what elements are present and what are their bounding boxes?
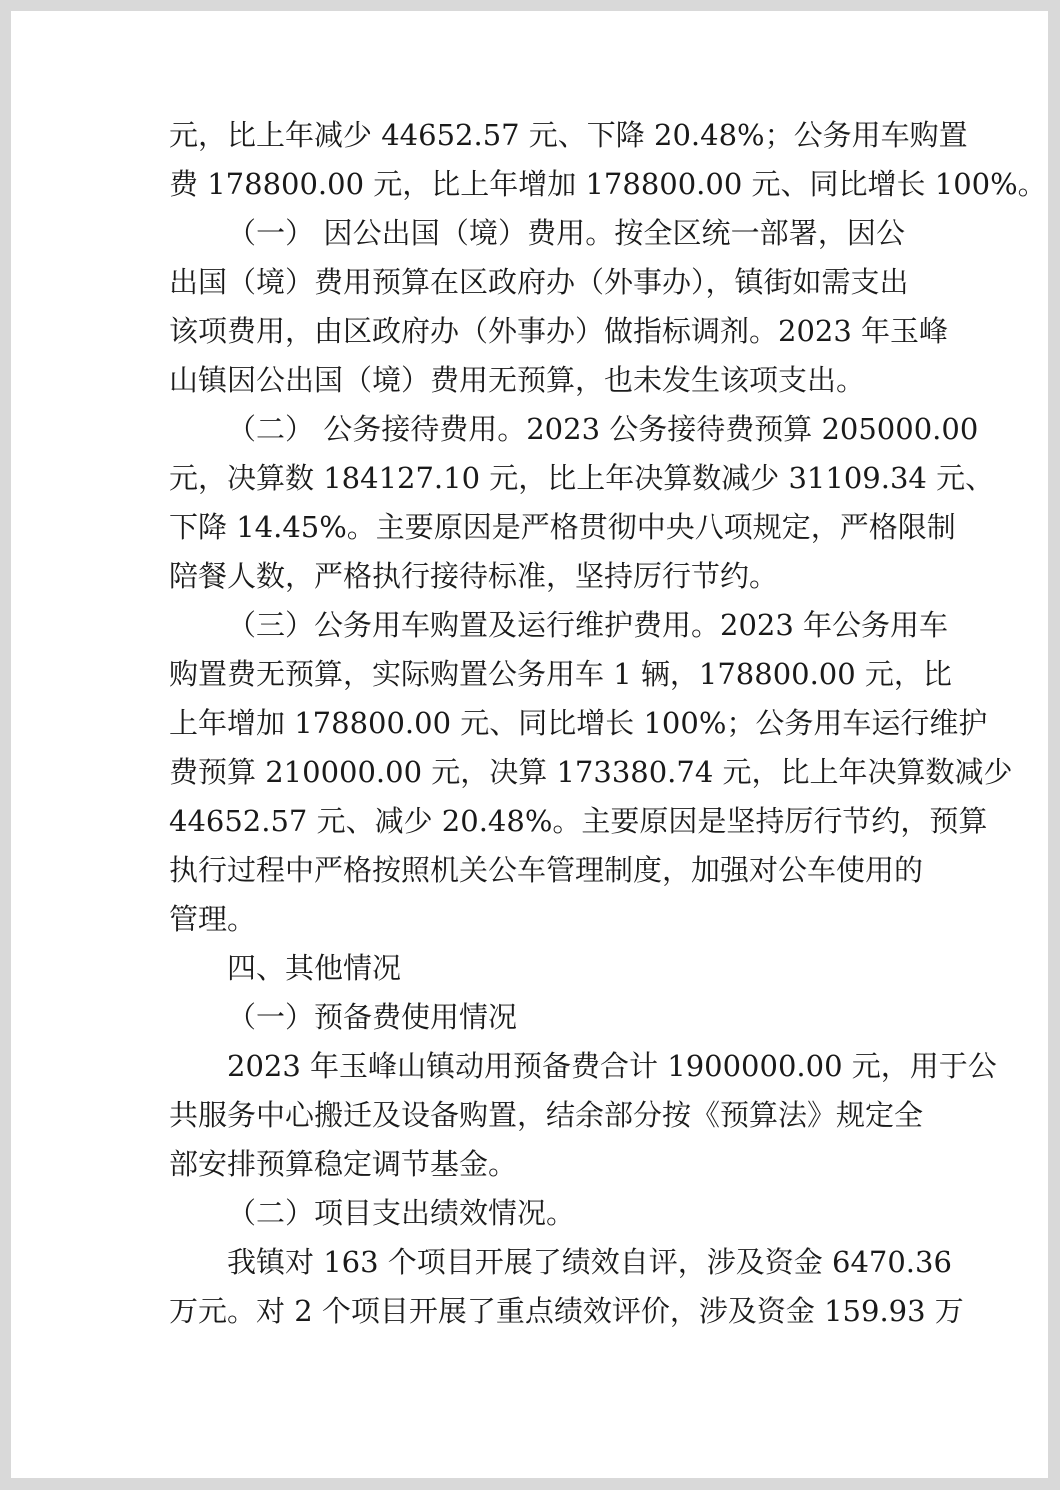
text-line: （一） 因公出国（境）费用。按全区统一部署，因公 xyxy=(227,216,905,250)
document-body xyxy=(169,111,1047,1336)
text-line: 陪餐人数，严格执行接待标准，坚持厉行节约。 xyxy=(169,559,779,593)
text-line: 该项费用，由区政府办（外事办）做指标调剂。2023 年玉峰 xyxy=(169,314,949,348)
text-line: 执行过程中严格按照机关公车管理制度，加强对公车使用的 xyxy=(169,853,924,887)
text-line: 元，决算数 184127.10 元，比上年决算数减少 31109.34 元、 xyxy=(169,461,995,495)
document-page xyxy=(11,11,1048,1478)
text-line: 四、其他情况 xyxy=(227,951,402,985)
text-line: （一）预备费使用情况 xyxy=(227,1000,518,1034)
paragraph xyxy=(169,944,905,993)
paragraph xyxy=(169,111,1047,209)
text-line: 2023 年玉峰山镇动用预备费合计 1900000.00 元，用于公 xyxy=(227,1049,997,1083)
text-line: 44652.57 元、减少 20.48%。主要原因是坚持厉行节约，预算 xyxy=(169,804,988,838)
text-line: 元，比上年减少 44652.57 元、下降 20.48%；公务用车购置 xyxy=(169,118,968,152)
text-line: 费预算 210000.00 元，决算 173380.74 元，比上年决算数减少 xyxy=(169,755,1013,789)
paragraph xyxy=(169,209,949,405)
paragraph xyxy=(169,1042,997,1189)
text-line: （三）公务用车购置及运行维护费用。2023 年公务用车 xyxy=(227,608,949,642)
text-line: 山镇因公出国（境）费用无预算，也未发生该项支出。 xyxy=(169,363,866,397)
text-line: （二） 公务接待费用。2023 公务接待费预算 205000.00 xyxy=(227,412,979,446)
text-line: 上年增加 178800.00 元、同比增长 100%；公务用车运行维护 xyxy=(169,706,988,740)
text-line: 共服务中心搬迁及设备购置，结余部分按《预算法》规定全 xyxy=(169,1098,924,1132)
text-line: 费 178800.00 元，比上年增加 178800.00 元、同比增长 100%。 xyxy=(169,167,1047,201)
text-line: 我镇对 163 个项目开展了绩效自评，涉及资金 6470.36 xyxy=(227,1245,952,1279)
text-line: 下降 14.45%。主要原因是严格贯彻中央八项规定，严格限制 xyxy=(169,510,956,544)
text-line: 万元。对 2 个项目开展了重点绩效评价，涉及资金 159.93 万 xyxy=(169,1294,964,1328)
text-line: （二）项目支出绩效情况。 xyxy=(227,1196,576,1230)
text-line: 部安排预算稳定调节基金。 xyxy=(169,1147,518,1181)
text-line: 管理。 xyxy=(169,902,257,936)
paragraph xyxy=(169,993,905,1042)
paragraph xyxy=(169,601,1013,944)
paragraph xyxy=(169,1238,964,1336)
paragraph xyxy=(169,405,995,601)
text-line: 购置费无预算，实际购置公务用车 1 辆，178800.00 元，比 xyxy=(169,657,952,691)
paragraph xyxy=(169,1189,905,1238)
text-line: 出国（境）费用预算在区政府办（外事办），镇街如需支出 xyxy=(169,265,909,299)
